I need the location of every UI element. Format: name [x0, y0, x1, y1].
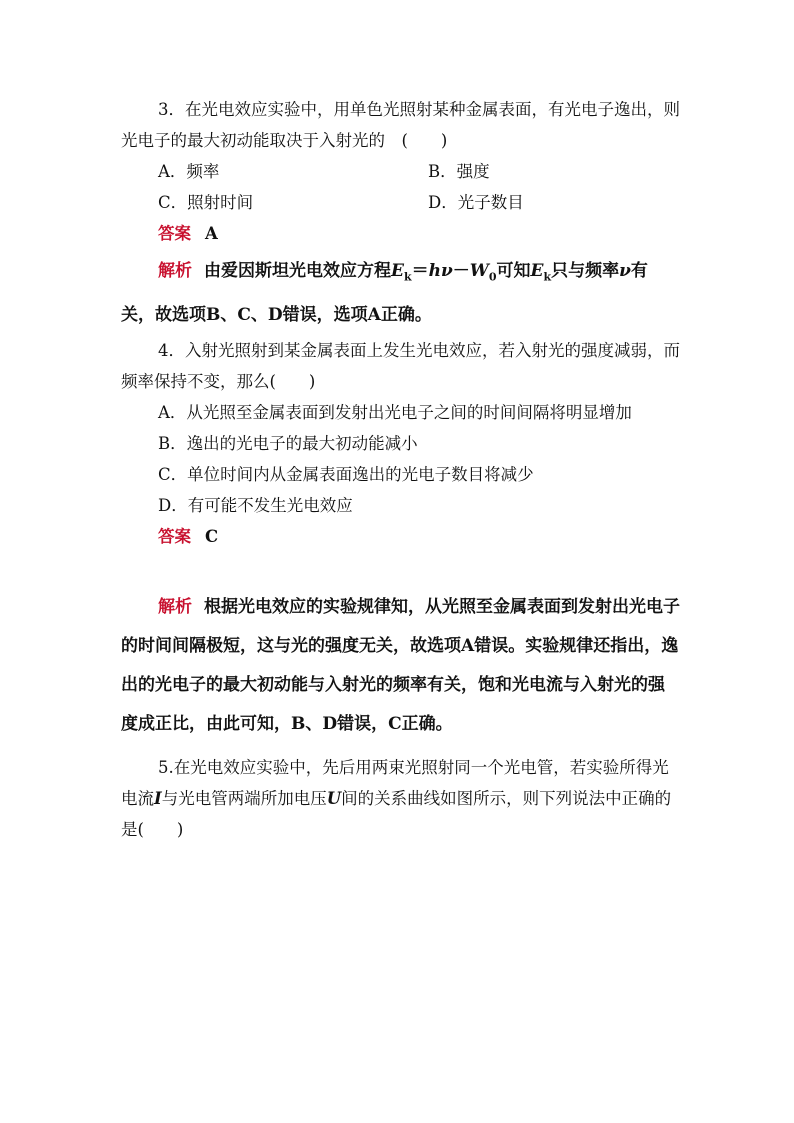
- answer-label: 答案: [158, 527, 191, 546]
- question-4: [121, 335, 681, 552]
- question-3-option-d: D．光子数目: [428, 193, 524, 212]
- question-4-answer: [121, 521, 681, 552]
- question-3-option-b: B．强度: [428, 162, 490, 181]
- answer-value: C: [205, 527, 219, 546]
- question-4-option-a: A．从光照至金属表面到发射出光电子之间的时间间隔将明显增加: [158, 403, 632, 422]
- question-5: [121, 752, 681, 845]
- question-4-option-b: B．逸出的光电子的最大初动能减小: [158, 434, 418, 453]
- question-4-explanation: 解析 根据光电效应的实验规律知，从光照至金属表面到发射出光电子的时间间隔极短，这与光的强度无关，故选项A错误。实验规律还指出，逸出的光电子的最大初动能与入射光的频率有关，饱和光电流与入射光的强度成正比，由此可知，B、D错误，C正确。: [121, 597, 680, 734]
- question-3-option-a: A．频率: [158, 162, 220, 181]
- question-3-stem: 3．在光电效应实验中，用单色光照射某种金属表面，有光电子逸出，则光电子的最大初动能取决于入射光的 ( ): [121, 100, 680, 150]
- question-4-option-d: D．有可能不发生光电效应: [158, 496, 353, 515]
- question-5-stem: 5.在光电效应实验中，先后用两束光照射同一个光电管，若实验所得光电流I与光电管两端所加电压U间的关系曲线如图所示，则下列说法中正确的是( ): [121, 758, 672, 839]
- explanation-label: 解析: [158, 261, 192, 281]
- question-3-options-row-1: [121, 156, 681, 187]
- explanation-label: 解析: [158, 597, 192, 617]
- question-3-answer: [121, 218, 681, 249]
- question-4-option-c: C．单位时间内从金属表面逸出的光电子数目将减少: [158, 465, 534, 484]
- question-4-stem: 4．入射光照射到某金属表面上发生光电效应，若入射光的强度减弱，而频率保持不变，那么( ): [121, 341, 680, 391]
- question-3: [121, 94, 681, 249]
- answer-label: 答案: [158, 224, 191, 243]
- question-3-options-row-2: [121, 187, 681, 218]
- answer-value: A: [205, 224, 218, 243]
- question-3-explanation: 解析 由爱因斯坦光电效应方程$E_k=h\nu-W_0$可知$E_k$只与频率ν有关，故选项B、C、D错误，选项A正确。: [121, 261, 648, 326]
- question-3-option-c: C．照射时间: [158, 193, 254, 212]
